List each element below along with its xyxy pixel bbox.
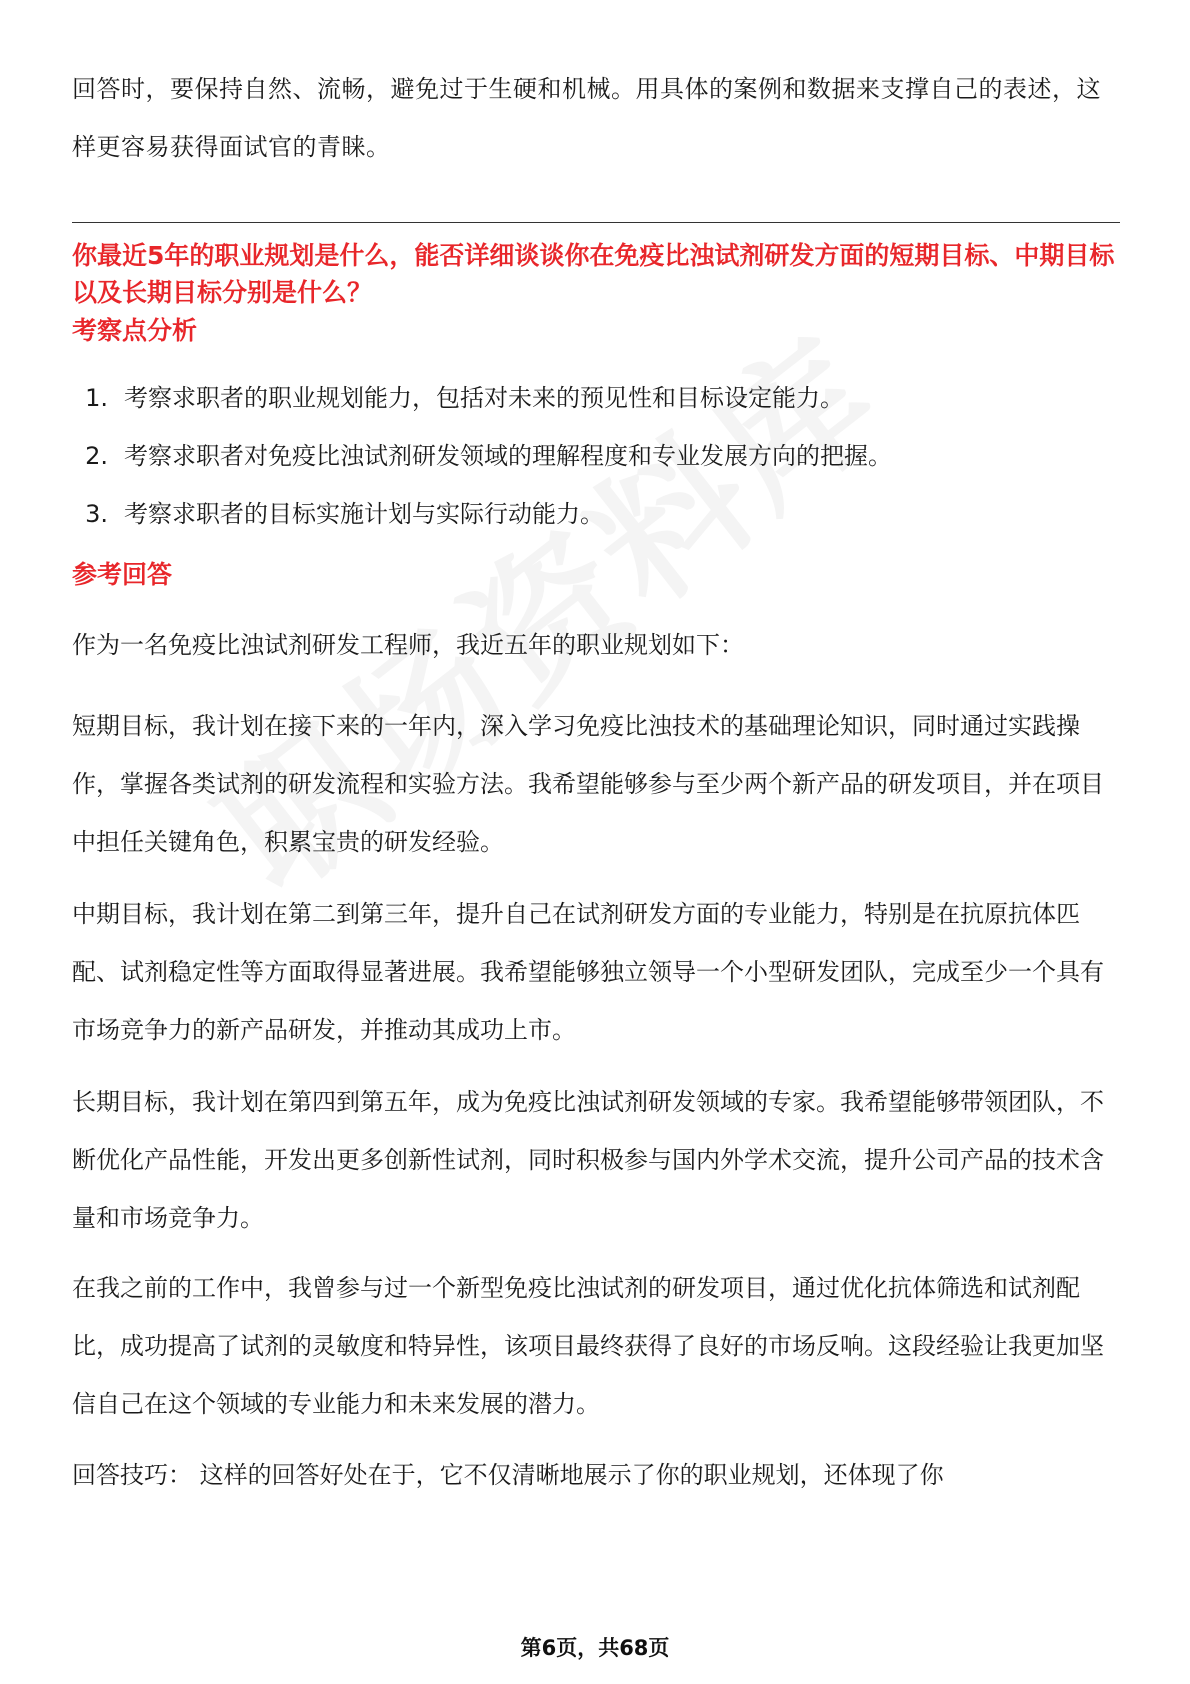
list-item <box>72 369 1120 427</box>
section-divider <box>72 222 1120 223</box>
list-item <box>72 427 1120 485</box>
answer-paragraph-short-term: 短期目标，我计划在接下来的一年内，深入学习免疫比浊技术的基础理论知识，同时通过实践操作，掌握各类试剂的研发流程和实验方法。我希望能够参与至少两个新产品的研发项目，并在项目中担任关键角色，积累宝贵的研发经验。 <box>72 712 1104 856</box>
list-item-text: 考察求职者对免疫比浊试剂研发领域的理解程度和专业发展方向的把握。 <box>124 442 892 470</box>
answer-tip-paragraph: 回答技巧： 这样的回答好处在于，它不仅清晰地展示了你的职业规划，还体现了你 <box>72 1461 944 1489</box>
answer-heading: 参考回答 <box>72 560 173 589</box>
list-item-number: 1. <box>85 384 108 412</box>
list-item-number: 3. <box>85 500 108 528</box>
list-item-text: 考察求职者的职业规划能力，包括对未来的预见性和目标设定能力。 <box>124 384 844 412</box>
list-item <box>72 485 1120 543</box>
page-footer: 第6页，共68页 <box>520 1636 670 1660</box>
answer-paragraph-experience: 在我之前的工作中，我曾参与过一个新型免疫比浊试剂的研发项目，通过优化抗体筛选和试剂配比，成功提高了试剂的灵敏度和特异性，该项目最终获得了良好的市场反响。这段经验让我更加坚信自己在这个领域的专业能力和未来发展的潜力。 <box>72 1274 1104 1418</box>
answer-paragraph-long-term: 长期目标，我计划在第四到第五年，成为免疫比浊试剂研发领域的专家。我希望能够带领团队，不断优化产品性能，开发出更多创新性试剂，同时积极参与国内外学术交流，提升公司产品的技术含量和市场竞争力。 <box>72 1088 1104 1232</box>
intro-paragraph: 回答时，要保持自然、流畅，避免过于生硬和机械。用具体的案例和数据来支撑自己的表述，这样更容易获得面试官的青睐。 <box>72 75 1101 161</box>
list-item-number: 2. <box>85 442 108 470</box>
list-item-text: 考察求职者的目标实施计划与实际行动能力。 <box>124 500 604 528</box>
analysis-list <box>72 369 1120 543</box>
answer-paragraph-mid-term: 中期目标，我计划在第二到第三年，提升自己在试剂研发方面的专业能力，特别是在抗原抗体匹配、试剂稳定性等方面取得显著进展。我希望能够独立领导一个小型研发团队，完成至少一个具有市场竞争力的新产品研发，并推动其成功上市。 <box>72 900 1104 1044</box>
answer-paragraph-intro: 作为一名免疫比浊试剂研发工程师，我近五年的职业规划如下： <box>72 631 744 659</box>
analysis-heading: 考察点分析 <box>72 316 198 345</box>
question-heading: 你最近5年的职业规划是什么，能否详细谈谈你在免疫比浊试剂研发方面的短期目标、中期目标以及长期目标分别是什么？ <box>72 241 1115 307</box>
